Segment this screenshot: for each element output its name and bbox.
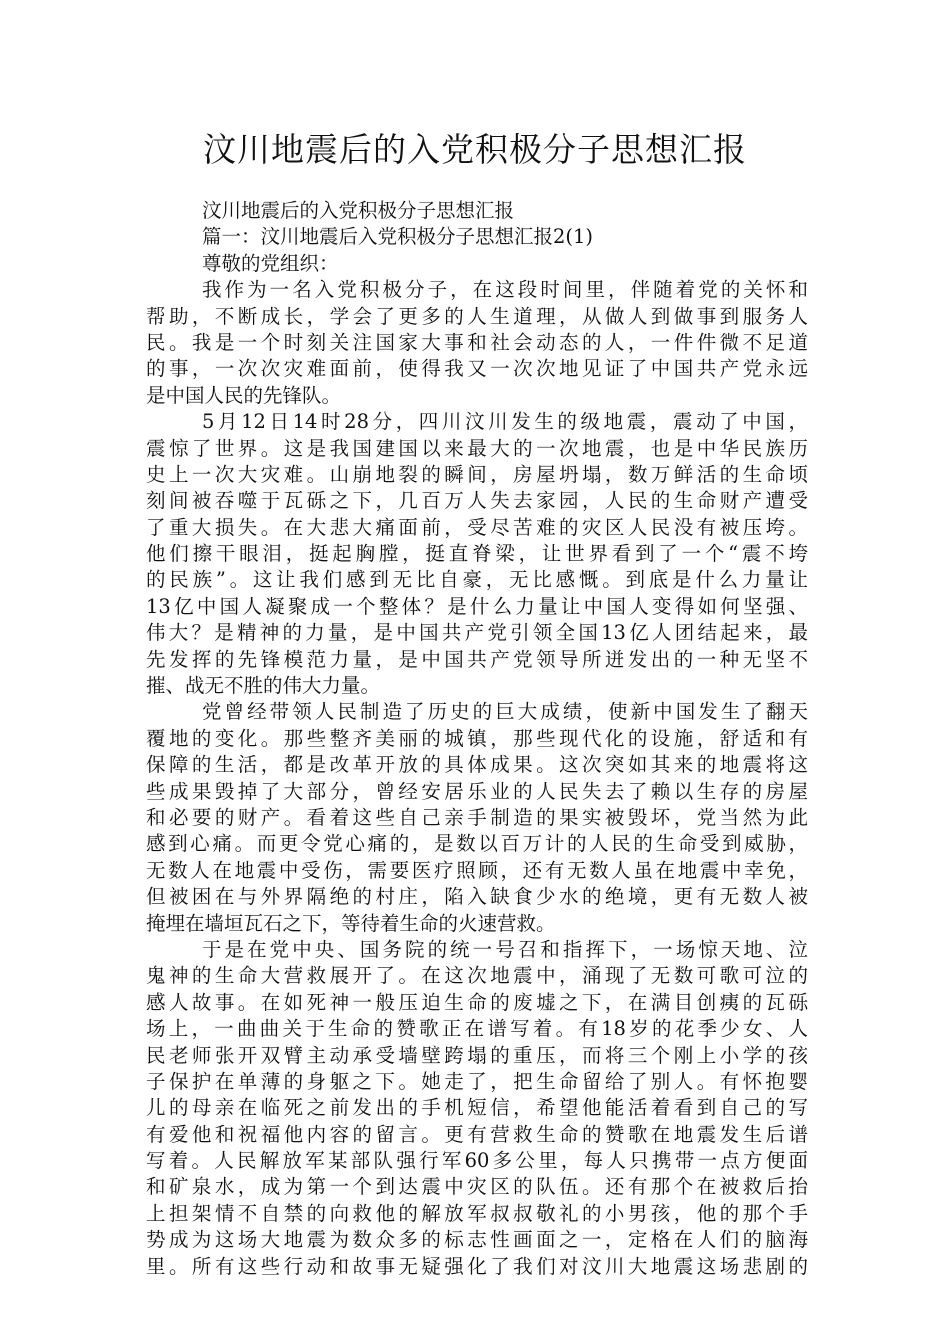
paragraph-line: 摧、战无不胜的伟大力量。 [146,674,381,698]
paragraph-line: 党曾经带领人民制造了历史的巨大成绩，使新中国发生了翻天 [202,700,808,724]
paragraph-line: 帮助，不断成长，学会了更多的人生道理，从做人到做事到服务人 [146,304,808,328]
salutation: 尊敬的党组织： [202,251,339,275]
paragraph-line: 是中国人民的先锋队。 [146,383,342,407]
paragraph-line: 和矿泉水，成为第一个到达震中灾区的队伍。还有那个在被救后抬 [146,1175,808,1199]
paragraph-line: 史上一次大灾难。山崩地裂的瞬间，房屋坍塌，数万鲜活的生命顷 [146,462,808,486]
document-title: 汶川地震后的入党积极分子思想汇报 [203,130,747,169]
paragraph-line: 了重大损失。在大悲大痛面前，受尽苦难的灾区人民没有被压垮。 [146,515,808,539]
paragraph-line: 写着。人民解放军某部队强行军60多公里，每人只携带一点方便面 [146,1149,808,1173]
paragraph-line: 掩埋在墙垣瓦石之下，等待着生命的火速营救。 [146,911,556,935]
paragraph-line: 保障的生活，都是改革开放的具体成果。这次突如其来的地震将这 [146,753,808,777]
paragraph-line: 的民族”。这让我们感到无比自豪，无比感慨。到底是什么力量让 [146,568,808,592]
paragraph-line: 的事，一次次灾难面前，使得我又一次次地见证了中国共产党永远 [146,357,808,381]
paragraph-line: 里。所有这些行动和故事无疑强化了我们对汶川大地震这场悲剧的 [146,1254,808,1278]
paragraph-line: 于是在党中央、国务院的统一号召和指挥下，一场惊天地、泣 [202,937,808,961]
paragraph-line: 和必要的财产。看着这些自己亲手制造的果实被毁坏，党当然为此 [146,805,808,829]
paragraph-line: 震惊了世界。这是我国建国以来最大的一次地震，也是中华民族历 [146,436,808,460]
paragraph-line: 13亿中国人凝聚成一个整体？是什么力量让中国人变得如何坚强、 [146,594,808,618]
paragraph-line: 覆地的变化。那些整齐美丽的城镇，那些现代化的设施，舒适和有 [146,726,808,750]
paragraph-line: 场上，一曲曲关于生命的赞歌正在谱写着。有18岁的花季少女、人 [146,1017,808,1041]
paragraph-line: 5月12日14时28分，四川汶川发生的级地震，震动了中国， [202,410,808,434]
paragraph-line: 势成为这场大地震为数众多的标志性画面之一，定格在人们的脑海 [146,1228,808,1252]
paragraph-line: 但被困在与外界隔绝的村庄，陷入缺食少水的绝境，更有无数人被 [146,885,808,909]
paragraph-line: 先发挥的先锋模范力量，是中国共产党领导所迸发出的一种无坚不 [146,647,808,671]
paragraph-line: 我作为一名入党积极分子，在这段时间里，伴随着党的关怀和 [202,278,808,302]
paragraph-line: 刻间被吞噬于瓦砾之下，几百万人失去家园，人民的生命财产遭受 [146,489,808,513]
document-body [146,198,808,1280]
paragraph-line: 有爱他和祝福他内容的留言。更有营救生命的赞歌在地震发生后谱 [146,1122,808,1146]
subtitle-line: 汶川地震后的入党积极分子思想汇报 [202,199,515,222]
paragraph-line: 些成果毁掉了大部分，曾经安居乐业的人民失去了赖以生存的房屋 [146,779,808,803]
paragraph-line: 他们擦干眼泪，挺起胸膛，挺直脊梁，让世界看到了一个“震不垮 [146,542,808,566]
paragraph-line: 民老师张开双臂主动承受墙壁跨塌的重压，而将三个刚上小学的孩 [146,1043,808,1067]
paragraph-line: 民。我是一个时刻关注国家大事和社会动态的人，一件件微不足道 [146,330,808,354]
paragraph-line: 儿的母亲在临死之前发出的手机短信，希望他能活着看到自己的写 [146,1096,808,1120]
paragraph-line: 感到心痛。而更令党心痛的，是数以百万计的人民的生命受到威胁， [146,832,808,856]
paragraph-line: 子保护在单薄的身躯之下。她走了，把生命留给了别人。有怀抱婴 [146,1069,808,1093]
paragraph-line: 上担架情不自禁的向救他的解放军叔叔敬礼的小男孩，他的那个手 [146,1201,808,1225]
paragraph-line: 鬼神的生命大营救展开了。在这次地震中，涌现了无数可歌可泣的 [146,964,808,988]
paragraph-line: 无数人在地震中受伤，需要医疗照顾，还有无数人虽在地震中幸免， [146,858,808,882]
paragraph-line: 感人故事。在如死神一般压迫生命的废墟之下，在满目创痍的瓦砾 [146,990,808,1014]
paragraph-line: 伟大？是精神的力量，是中国共产党引领全国13亿人团结起来，最 [146,621,808,645]
section-heading: 篇一：汶川地震后入党积极分子思想汇报2(1) [202,225,594,249]
